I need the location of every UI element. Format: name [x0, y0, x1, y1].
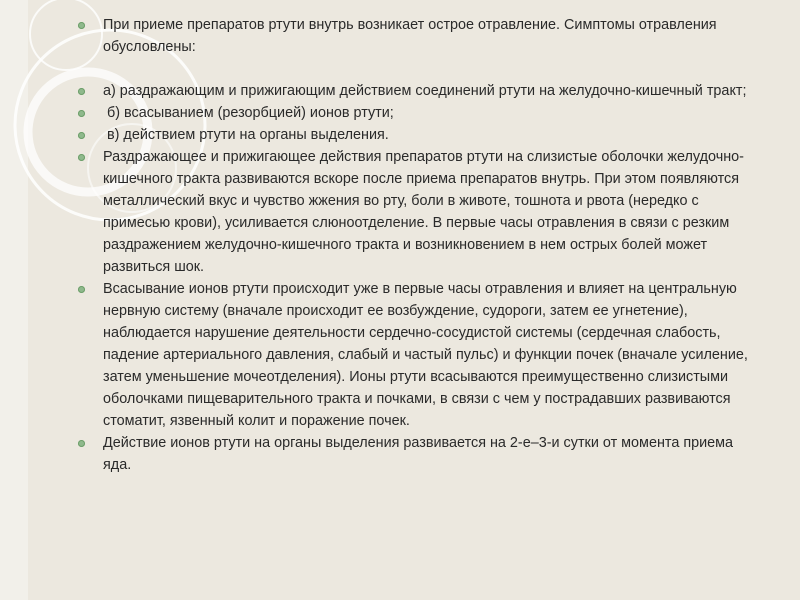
- paragraph-text: б) всасыванием (резорбцией) ионов ртути;: [103, 105, 394, 121]
- paragraph-text: в) действием ртути на органы выделения.: [103, 127, 389, 143]
- paragraph-absorption: [78, 278, 764, 432]
- circle-bullet-icon: [78, 286, 85, 293]
- circle-bullet-icon: [78, 110, 85, 117]
- circle-bullet-icon: [78, 132, 85, 139]
- paragraph-irritation: [78, 146, 764, 278]
- paragraph-text: При приеме препаратов ртути внутрь возникает острое отравление. Симптомы отравления обусловлены:: [103, 17, 717, 55]
- paragraph-item-a: [78, 80, 764, 102]
- circle-bullet-icon: [78, 154, 85, 161]
- paragraph-text: а) раздражающим и прижигающим действием соединений ртути на желудочно-кишечный тракт;: [103, 83, 747, 99]
- slide-text-body: [78, 14, 764, 476]
- paragraph-item-b: [78, 102, 764, 124]
- paragraph-excretion: [78, 432, 764, 476]
- circle-bullet-icon: [78, 440, 85, 447]
- paragraph-item-c: [78, 124, 764, 146]
- paragraph-text: Раздражающее и прижигающее действия препаратов ртути на слизистые оболочки желудочно-кишечного тракта развиваются вскоре после приема препаратов внутрь. При этом появляются металлический вкус и чувство жжения во рту, боли в животе, тошнота и рвота (нередко с примесью крови), усиливается слюноотделение. В первые часы отравления в связи с резким раздражением желудочно-кишечного тракта и возникновением в нем острых болей может развиться шок.: [103, 149, 744, 275]
- paragraph-text: Всасывание ионов ртути происходит уже в первые часы отравления и влияет на центральную нервную систему (вначале происходит ее возбуждение, судороги, затем ее угнетение), наблюдается нарушение деятельности сердечно-сосудистой системы (сердечная слабость, падение артериального давления, слабый и частый пульс) и функции почек (вначале усиление, затем уменьшение мочеотделения). Ионы ртути всасываются преимущественно слизистыми оболочками пищеварительного тракта и почками, в связи с чем у пострадавших развиваются стоматит, язвенный колит и поражение почек.: [103, 281, 748, 429]
- circle-bullet-icon: [78, 88, 85, 95]
- circle-bullet-icon: [78, 22, 85, 29]
- paragraph-intro: [78, 14, 764, 58]
- paragraph-text: Действие ионов ртути на органы выделения развивается на 2-е–3-и сутки от момента приема яда.: [103, 435, 734, 473]
